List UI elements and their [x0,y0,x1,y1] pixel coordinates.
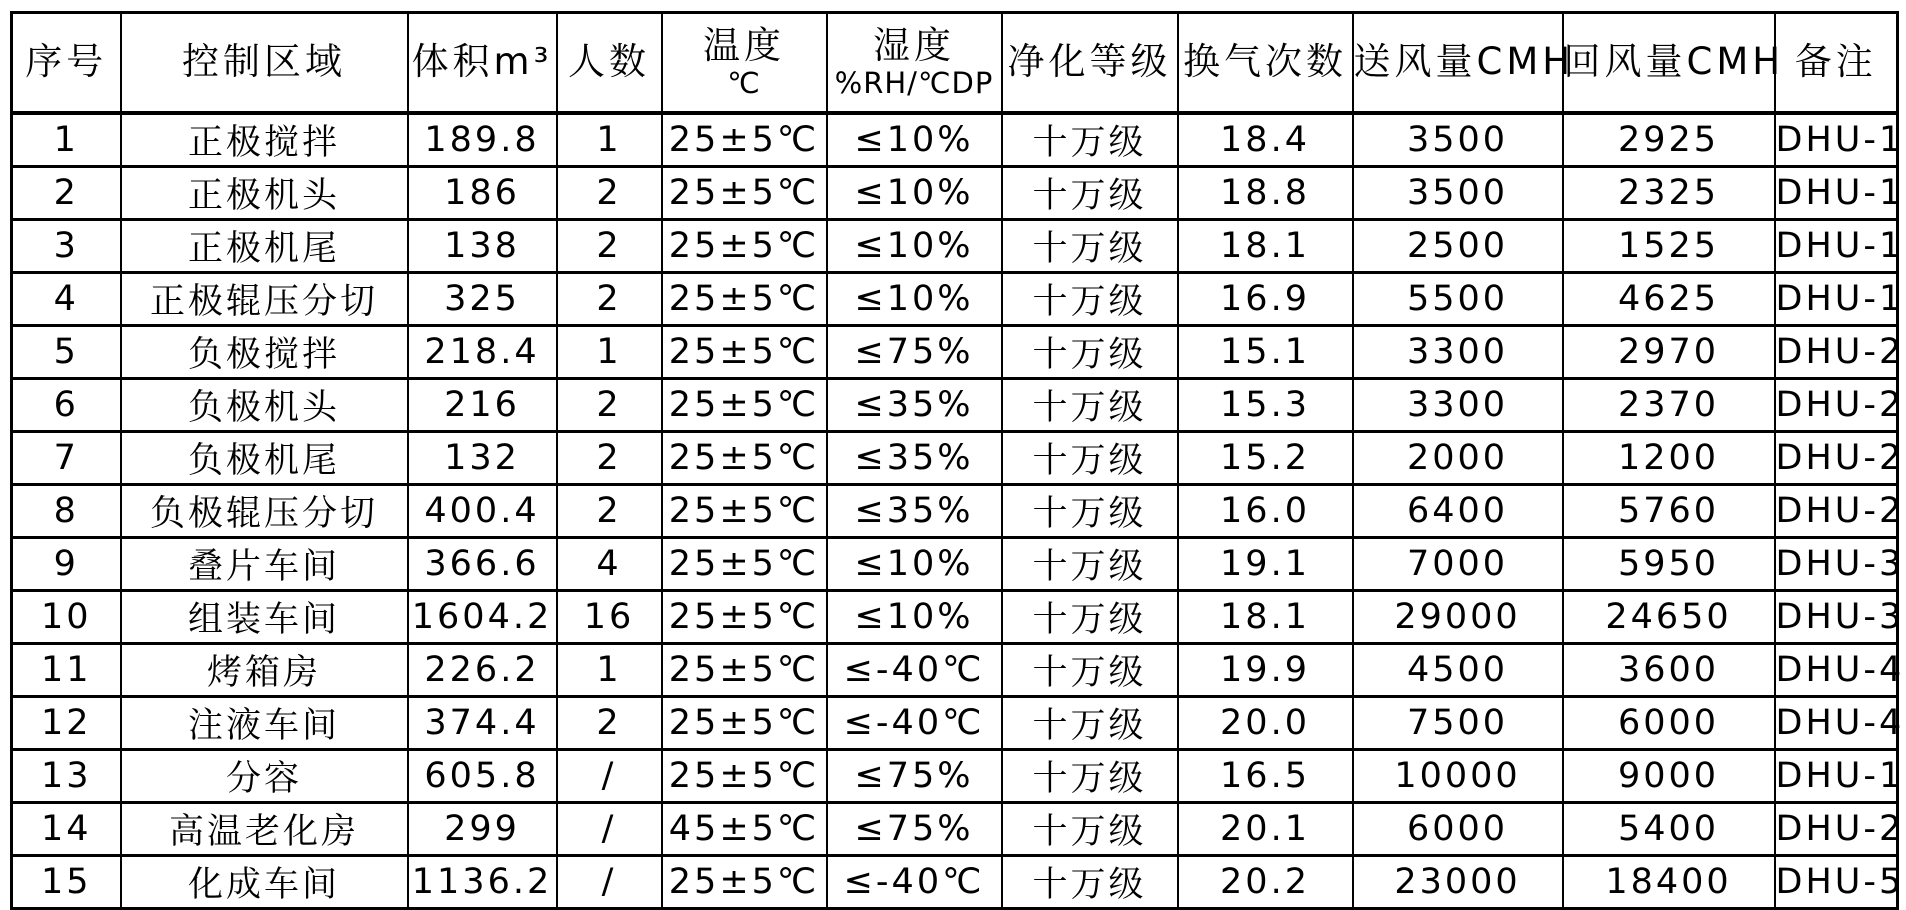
cell: 3 [12,219,121,272]
table-row [12,325,1898,378]
column-label: 温度 [703,23,785,67]
column-label: 湿度 [873,23,955,67]
cell: 3300 [1353,378,1563,431]
column-label: 体积m³ [411,39,553,83]
column-label: 序号 [25,39,108,83]
cell: 烤箱房 [121,643,408,696]
cell: 1 [557,113,662,167]
cell: DHU-2 [1775,431,1898,484]
table-row [12,484,1898,537]
cell: ≤-40℃ [827,696,1002,749]
cell: 2970 [1563,325,1775,378]
cell: 11 [12,643,121,696]
cell: 10000 [1353,749,1563,802]
cell: 化成车间 [121,855,408,908]
cell: 25±5℃ [662,749,827,802]
cell: DHU-4 [1775,643,1898,696]
cell: DHU-3 [1775,590,1898,643]
cell: 7500 [1353,696,1563,749]
cell: ≤10% [827,166,1002,219]
cell: 2000 [1353,431,1563,484]
table-row [12,802,1898,855]
cell: 25±5℃ [662,537,827,590]
table-row [12,431,1898,484]
cell: 325 [408,272,557,325]
cell: 十万级 [1002,272,1178,325]
cell: / [557,802,662,855]
cell: DHU-2 [1775,378,1898,431]
cell: 45±5℃ [662,802,827,855]
cell: 叠片车间 [121,537,408,590]
cell: 负极辊压分切 [121,484,408,537]
cell: 15 [12,855,121,908]
cell: 216 [408,378,557,431]
column-header-0 [12,13,121,113]
cell: 2 [557,166,662,219]
cell: 25±5℃ [662,855,827,908]
table-row [12,537,1898,590]
cell: ≤75% [827,802,1002,855]
cell: DHU-1 [1775,272,1898,325]
cell: 十万级 [1002,537,1178,590]
cell: 十万级 [1002,643,1178,696]
cell: 189.8 [408,113,557,167]
cell: ≤-40℃ [827,643,1002,696]
cell: DHU-2 [1775,484,1898,537]
column-header-7 [1178,13,1353,113]
cell: 4500 [1353,643,1563,696]
cell: 12 [12,696,121,749]
cell: 25±5℃ [662,166,827,219]
cell: 1200 [1563,431,1775,484]
cell: 20.2 [1178,855,1353,908]
cell: 十万级 [1002,696,1178,749]
cell: 1525 [1563,219,1775,272]
cell: 14 [12,802,121,855]
cell: 2 [557,484,662,537]
cell: / [557,749,662,802]
cell: 25±5℃ [662,325,827,378]
cell: 2 [557,696,662,749]
cell: 2370 [1563,378,1775,431]
cell: 2 [557,431,662,484]
table-row [12,219,1898,272]
column-label: 控制区域 [182,39,346,83]
cell: ≤35% [827,378,1002,431]
cell: ≤10% [827,590,1002,643]
cell: 29000 [1353,590,1563,643]
table-row [12,378,1898,431]
cell: DHU-2 [1775,802,1898,855]
cell: 十万级 [1002,802,1178,855]
cell: 186 [408,166,557,219]
cell: 注液车间 [121,696,408,749]
cell: 十万级 [1002,219,1178,272]
cell: 十万级 [1002,484,1178,537]
cell: 组装车间 [121,590,408,643]
cell: 正极辊压分切 [121,272,408,325]
cell: 6000 [1353,802,1563,855]
column-label: 送风量CMH [1353,39,1575,83]
cell: 十万级 [1002,325,1178,378]
cell: 15.3 [1178,378,1353,431]
cell: 400.4 [408,484,557,537]
cell: 2325 [1563,166,1775,219]
column-sublabel: ℃ [727,66,761,101]
cell: 132 [408,431,557,484]
cell: 18.1 [1178,590,1353,643]
column-header-10 [1775,13,1898,113]
cell: 25±5℃ [662,590,827,643]
cell: 7 [12,431,121,484]
cell: DHU-5 [1775,855,1898,908]
cell: 218.4 [408,325,557,378]
column-label: 回风量CMH [1563,39,1785,83]
cell: 2 [557,219,662,272]
cell: 8 [12,484,121,537]
cell: ≤10% [827,219,1002,272]
table-header-row [12,13,1898,113]
cell: 5760 [1563,484,1775,537]
cell: / [557,855,662,908]
column-header-5 [827,13,1002,113]
cell: 25±5℃ [662,431,827,484]
cell: 18.1 [1178,219,1353,272]
cell: 25±5℃ [662,696,827,749]
cell: 4625 [1563,272,1775,325]
cell: 20.1 [1178,802,1353,855]
cell: 3500 [1353,166,1563,219]
cell: 负极机尾 [121,431,408,484]
cell: 2 [557,378,662,431]
column-label: 人数 [568,39,650,83]
cell: 2 [557,272,662,325]
cell: 16.0 [1178,484,1353,537]
cell: 2925 [1563,113,1775,167]
cell: 19.9 [1178,643,1353,696]
cell: 25±5℃ [662,484,827,537]
cell: 6000 [1563,696,1775,749]
cell: 15.2 [1178,431,1353,484]
cell: 18.8 [1178,166,1353,219]
table-row [12,590,1898,643]
cell: 6400 [1353,484,1563,537]
cell: 6 [12,378,121,431]
table-row [12,696,1898,749]
cell: ≤35% [827,431,1002,484]
cell: 9 [12,537,121,590]
cell: DHU-1 [1775,113,1898,167]
cell: 16.5 [1178,749,1353,802]
cell: 226.2 [408,643,557,696]
cell: 正极机尾 [121,219,408,272]
cell: 20.0 [1178,696,1353,749]
cell: ≤10% [827,272,1002,325]
cell: 16.9 [1178,272,1353,325]
column-header-4 [662,13,827,113]
cell: 605.8 [408,749,557,802]
cell: 25±5℃ [662,643,827,696]
cell: 十万级 [1002,855,1178,908]
column-header-3 [557,13,662,113]
column-sublabel: %RH/℃DP [834,66,994,101]
cell: DHU-2 [1775,325,1898,378]
cell: 5400 [1563,802,1775,855]
cell: ≤75% [827,325,1002,378]
table-row [12,749,1898,802]
cell: 负极搅拌 [121,325,408,378]
hvac-spec-table [10,11,1905,910]
cell: 24650 [1563,590,1775,643]
cell: 3500 [1353,113,1563,167]
cell: 10 [12,590,121,643]
cell: 4 [557,537,662,590]
cell: 15.1 [1178,325,1353,378]
cell: 16 [557,590,662,643]
cell: DHU-1 [1775,219,1898,272]
cell: 25±5℃ [662,219,827,272]
cell: 3300 [1353,325,1563,378]
cell: 十万级 [1002,166,1178,219]
cell: 十万级 [1002,378,1178,431]
cell: ≤35% [827,484,1002,537]
cell: 25±5℃ [662,378,827,431]
cell: 7000 [1353,537,1563,590]
cell: 4 [12,272,121,325]
cell: 1 [12,113,121,167]
table-row [12,166,1898,219]
cell: 分容 [121,749,408,802]
cell: 正极搅拌 [121,113,408,167]
cell: 366.6 [408,537,557,590]
cell: 十万级 [1002,590,1178,643]
column-header-6 [1002,13,1178,113]
cell: ≤75% [827,749,1002,802]
table-row [12,855,1898,908]
cell: 1136.2 [408,855,557,908]
column-label: 备注 [1794,39,1877,83]
cell: DHU-3 [1775,537,1898,590]
cell: 负极机头 [121,378,408,431]
cell: ≤-40℃ [827,855,1002,908]
cell: 18400 [1563,855,1775,908]
cell: 十万级 [1002,749,1178,802]
cell: 19.1 [1178,537,1353,590]
cell: 1 [557,643,662,696]
cell: 2 [12,166,121,219]
cell: 13 [12,749,121,802]
cell: 138 [408,219,557,272]
column-header-8 [1353,13,1575,113]
cell: ≤10% [827,113,1002,167]
cell: 5950 [1563,537,1775,590]
cell: 9000 [1563,749,1775,802]
cell: 正极机头 [121,166,408,219]
cell: 十万级 [1002,113,1178,167]
cell: 5 [12,325,121,378]
cell: 5500 [1353,272,1563,325]
table-row [12,643,1898,696]
cell: 1604.2 [408,590,557,643]
cell: 高温老化房 [121,802,408,855]
cell: 十万级 [1002,431,1178,484]
cell: 299 [408,802,557,855]
table-row [12,272,1898,325]
cell: 1 [557,325,662,378]
column-label: 换气次数 [1183,39,1347,83]
cell: 25±5℃ [662,272,827,325]
cell: DHU-1 [1775,749,1898,802]
column-label: 净化等级 [1007,39,1172,83]
cell: 2500 [1353,219,1563,272]
cell: ≤10% [827,537,1002,590]
column-header-2 [408,13,557,113]
table-row [12,113,1898,167]
cell: DHU-4 [1775,696,1898,749]
cell: 18.4 [1178,113,1353,167]
cell: 25±5℃ [662,113,827,167]
column-header-1 [121,13,408,113]
cell: 374.4 [408,696,557,749]
cell: 23000 [1353,855,1563,908]
cell: 3600 [1563,643,1775,696]
cell: DHU-1 [1775,166,1898,219]
column-header-9 [1563,13,1785,113]
